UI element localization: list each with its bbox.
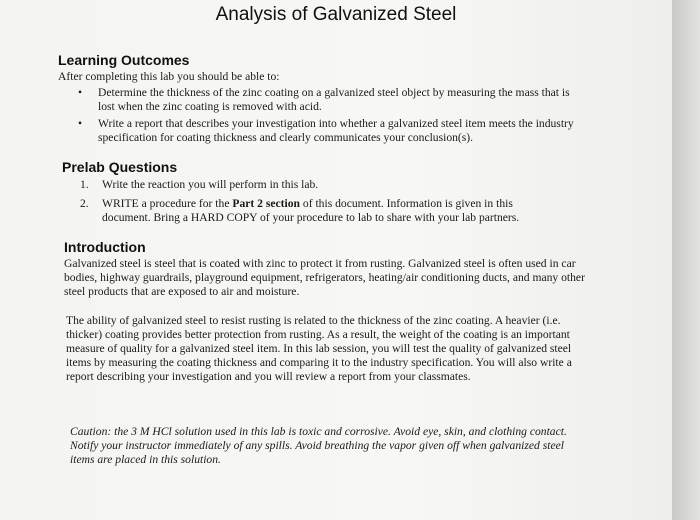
outcome-text: Write a report that describes your investigation into whether a galvanized steel item meets the industry specification for coating thickness and clearly communicates your conclusion(s). — [98, 117, 574, 144]
introduction-paragraph-2: The ability of galvanized steel to resist rusting is related to the thickness of the zinc coating. A heavier (i.e. thicker) coating provides better protection from rusting. As a result, the weight of the coating is an important measure of quality for a galvanized steel item. In this lab session, you will test the quality of galvanized steel items by measuring the coating thickness and comparing it to the industry specification. You will also write a report describing your investigation and you will review a report from your classmates. — [66, 314, 572, 383]
question-number: 1. — [80, 178, 89, 191]
list-item — [60, 117, 585, 145]
document-title: Analysis of Galvanized Steel — [215, 4, 457, 25]
learning-outcomes-intro: After completing this lab you should be able to: — [58, 70, 280, 83]
list-item — [80, 178, 558, 192]
outcome-text: Determine the thickness of the zinc coating on a galvanized steel object by measuring the mass that is lost when the zinc coating is removed with acid. — [98, 86, 570, 113]
page-edge-shadow — [672, 0, 700, 520]
prelab-list — [80, 178, 558, 230]
bullet-icon: • — [78, 117, 83, 130]
introduction-paragraph-1: Galvanized steel is steel that is coated with zinc to protect it from rusting. Galvanized steel is often used in car bodies, highway guardrails, playground equipment, refrigerators, heating/air conditioning ducts, and many other steel products that are exposed to air and moisture. — [64, 257, 585, 298]
introduction-heading: Introduction — [64, 239, 146, 255]
bold-text: Part 2 section — [232, 197, 300, 210]
question-text: Write the reaction you will perform in this lab. — [102, 178, 319, 191]
question-number: 2. — [80, 197, 89, 210]
bullet-icon: • — [78, 86, 83, 99]
learning-outcomes-heading: Learning Outcomes — [58, 52, 190, 68]
prelab-heading: Prelab Questions — [62, 159, 178, 175]
learning-outcomes-list — [60, 86, 585, 148]
list-item — [80, 197, 558, 225]
caution-note: Caution: the 3 M HCl solution used in this lab is toxic and corrosive. Avoid eye, skin, and clothing contact. Notify your instructor immediately of any spills. Avoid breathing the vapor given off when galvanized steel items are placed in this solution. — [70, 425, 567, 466]
list-item — [60, 86, 585, 114]
question-text: WRITE a procedure for the Part 2 section of this document. Information is given in this document. Bring a HARD COPY of your procedure to lab to share with your lab partners. — [102, 197, 520, 224]
